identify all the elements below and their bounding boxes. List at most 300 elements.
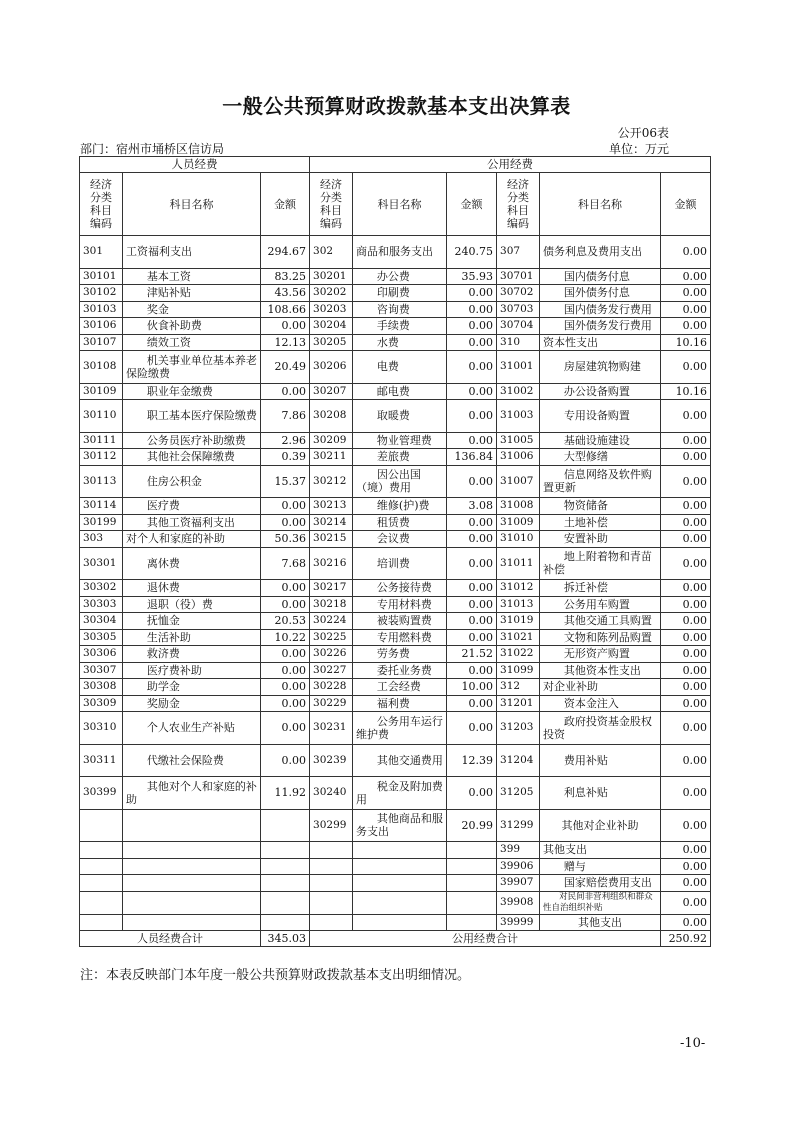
page-number: -10-	[680, 1036, 706, 1051]
table-row	[80, 285, 711, 302]
cell-amount: 11.92	[261, 777, 310, 810]
cell-name: 其他对企业补助	[540, 809, 661, 842]
cell-name: 退职（役）费	[123, 596, 261, 613]
cell-name: 国外债务发行费用	[540, 318, 661, 335]
cell-name: 安置补助	[540, 531, 661, 548]
cell-code: 31005	[497, 432, 540, 449]
cell-name: 代缴社会保险费	[123, 744, 261, 777]
table-row	[80, 334, 711, 351]
cell-amount: 0.00	[261, 679, 310, 696]
cell-amount: 0.00	[261, 596, 310, 613]
cell-amount: 0.00	[661, 531, 711, 548]
cell-amount: 21.52	[447, 646, 497, 663]
cell-name: 福利费	[353, 695, 447, 712]
cell-code: 30704	[497, 318, 540, 335]
cell-amount: 0.00	[447, 695, 497, 712]
cell-name: 绩效工资	[123, 334, 261, 351]
cell-name: 专用燃料费	[353, 629, 447, 646]
cell-name	[353, 914, 447, 931]
cell-amount: 10.22	[261, 629, 310, 646]
cell-amount: 0.00	[261, 318, 310, 335]
table-row	[80, 744, 711, 777]
cell-code: 30229	[310, 695, 353, 712]
cell-name: 其他支出	[540, 914, 661, 931]
cell-name	[123, 891, 261, 914]
cell-code: 30204	[310, 318, 353, 335]
cell-code: 31008	[497, 498, 540, 515]
table-row	[80, 712, 711, 745]
cell-name: 公务接待费	[353, 580, 447, 597]
cell-amount: 0.39	[261, 449, 310, 466]
cell-amount: 0.00	[447, 662, 497, 679]
cell-name: 赠与	[540, 858, 661, 875]
cell-code: 30217	[310, 580, 353, 597]
cell-code: 30309	[80, 695, 123, 712]
table-row	[80, 498, 711, 515]
cell-name: 国内债务发行费用	[540, 301, 661, 318]
cell-amount: 0.00	[447, 351, 497, 384]
cell-code: 31006	[497, 449, 540, 466]
cell-code: 30211	[310, 449, 353, 466]
cell-code	[310, 875, 353, 892]
cell-amount: 0.00	[661, 809, 711, 842]
cell-name: 职业年金缴费	[123, 383, 261, 400]
cell-code: 30109	[80, 383, 123, 400]
cell-amount: 0.00	[661, 432, 711, 449]
cell-amount: 0.00	[261, 662, 310, 679]
cell-name: 会议费	[353, 531, 447, 548]
cell-amount: 10.16	[661, 334, 711, 351]
cell-name	[353, 875, 447, 892]
cell-amount: 0.00	[261, 514, 310, 531]
cell-amount: 0.00	[661, 514, 711, 531]
cell-code: 30110	[80, 400, 123, 433]
cell-amount: 0.00	[447, 301, 497, 318]
cell-name: 助学金	[123, 679, 261, 696]
cell-amount: 0.00	[447, 596, 497, 613]
cell-amount: 0.00	[447, 629, 497, 646]
cell-code: 31007	[497, 465, 540, 498]
expenditure-table	[79, 156, 711, 947]
department-label: 部门：宿州市埇桥区信访局	[80, 142, 225, 156]
cell-code	[80, 809, 123, 842]
cell-code: 31003	[497, 400, 540, 433]
table-row	[80, 351, 711, 384]
cell-amount	[261, 858, 310, 875]
cell-name: 津贴补贴	[123, 285, 261, 302]
cell-code: 30112	[80, 449, 123, 466]
table-row	[80, 629, 711, 646]
cell-name: 取暖费	[353, 400, 447, 433]
cell-code: 312	[497, 679, 540, 696]
cell-code: 30212	[310, 465, 353, 498]
cell-name: 国外债务付息	[540, 285, 661, 302]
cell-code: 30305	[80, 629, 123, 646]
cell-code: 30202	[310, 285, 353, 302]
table-row	[80, 875, 711, 892]
cell-code: 30101	[80, 268, 123, 285]
cell-code: 30701	[497, 268, 540, 285]
public-total-label: 公用经费合计	[310, 931, 661, 947]
cell-code: 30107	[80, 334, 123, 351]
cell-amount	[261, 891, 310, 914]
cell-name: 其他工资福利支出	[123, 514, 261, 531]
cell-name: 其他交通工具购置	[540, 613, 661, 630]
cell-name: 因公出国（境）费用	[353, 465, 447, 498]
table-row	[80, 679, 711, 696]
cell-code: 30216	[310, 547, 353, 580]
table-row	[80, 613, 711, 630]
cell-amount: 0.00	[661, 596, 711, 613]
cell-name: 被装购置费	[353, 613, 447, 630]
cell-amount	[261, 875, 310, 892]
cell-code: 31021	[497, 629, 540, 646]
cell-amount: 0.00	[261, 744, 310, 777]
cell-amount: 12.39	[447, 744, 497, 777]
cell-amount: 0.00	[661, 914, 711, 931]
cell-name: 办公费	[353, 268, 447, 285]
cell-name: 办公设备购置	[540, 383, 661, 400]
table-row	[80, 646, 711, 663]
cell-code: 31009	[497, 514, 540, 531]
cell-code	[310, 891, 353, 914]
cell-amount: 0.00	[661, 301, 711, 318]
cell-amount: 0.00	[661, 351, 711, 384]
cell-name: 印刷费	[353, 285, 447, 302]
cell-name: 救济费	[123, 646, 261, 663]
table-row	[80, 777, 711, 810]
cell-name: 退休费	[123, 580, 261, 597]
group-header-public: 公用经费	[310, 157, 711, 173]
cell-code: 30299	[310, 809, 353, 842]
cell-name: 咨询费	[353, 301, 447, 318]
cell-code: 30199	[80, 514, 123, 531]
personnel-total-label: 人员经费合计	[80, 931, 261, 947]
col-header-amount: 金额	[261, 173, 310, 236]
cell-amount: 0.00	[447, 712, 497, 745]
cell-name: 其他交通费用	[353, 744, 447, 777]
cell-name: 信息网络及软件购置更新	[540, 465, 661, 498]
cell-name: 专用设备购置	[540, 400, 661, 433]
public-total-amount: 250.92	[661, 931, 711, 947]
cell-amount: 0.00	[661, 498, 711, 515]
cell-code: 307	[497, 236, 540, 269]
cell-name: 医疗费	[123, 498, 261, 515]
page-title: 一般公共预算财政拨款基本支出决算表	[222, 94, 571, 118]
cell-code: 30215	[310, 531, 353, 548]
cell-code: 31011	[497, 547, 540, 580]
cell-name: 资本性支出	[540, 334, 661, 351]
cell-amount: 0.00	[661, 236, 711, 269]
cell-code: 30224	[310, 613, 353, 630]
cell-name: 生活补助	[123, 629, 261, 646]
cell-code	[310, 842, 353, 859]
cell-code	[310, 914, 353, 931]
cell-name	[123, 914, 261, 931]
table-row	[80, 596, 711, 613]
cell-name: 工资福利支出	[123, 236, 261, 269]
cell-name: 维修(护)费	[353, 498, 447, 515]
cell-amount: 294.67	[261, 236, 310, 269]
cell-amount	[447, 891, 497, 914]
table-row	[80, 432, 711, 449]
cell-code: 30310	[80, 712, 123, 745]
cell-code: 30209	[310, 432, 353, 449]
cell-code: 30207	[310, 383, 353, 400]
cell-amount	[261, 842, 310, 859]
cell-amount	[261, 914, 310, 931]
cell-name: 资本金注入	[540, 695, 661, 712]
cell-name: 机关事业单位基本养老保险缴费	[123, 351, 261, 384]
table-row	[80, 268, 711, 285]
cell-code: 30226	[310, 646, 353, 663]
cell-code: 30301	[80, 547, 123, 580]
column-header-row	[80, 173, 711, 236]
cell-code: 30218	[310, 596, 353, 613]
cell-code: 30302	[80, 580, 123, 597]
cell-code: 30306	[80, 646, 123, 663]
col-header-name: 科目名称	[353, 173, 447, 236]
cell-code: 301	[80, 236, 123, 269]
table-row	[80, 891, 711, 914]
cell-amount: 20.53	[261, 613, 310, 630]
cell-name: 物业管理费	[353, 432, 447, 449]
cell-name: 债务利息及费用支出	[540, 236, 661, 269]
cell-amount: 0.00	[661, 580, 711, 597]
cell-code: 30239	[310, 744, 353, 777]
cell-amount: 43.56	[261, 285, 310, 302]
cell-code: 39999	[497, 914, 540, 931]
cell-amount: 0.00	[661, 400, 711, 433]
cell-name: 无形资产购置	[540, 646, 661, 663]
cell-amount: 12.13	[261, 334, 310, 351]
cell-code: 31299	[497, 809, 540, 842]
cell-amount: 0.00	[661, 285, 711, 302]
cell-code: 30103	[80, 301, 123, 318]
cell-code: 30205	[310, 334, 353, 351]
cell-amount: 0.00	[661, 268, 711, 285]
cell-amount: 0.00	[661, 695, 711, 712]
cell-amount: 0.00	[661, 629, 711, 646]
cell-amount: 0.00	[661, 465, 711, 498]
cell-code: 30111	[80, 432, 123, 449]
totals-row	[80, 931, 711, 947]
group-header-personnel: 人员经费	[80, 157, 310, 173]
cell-name	[353, 842, 447, 859]
table-row	[80, 580, 711, 597]
cell-code: 30225	[310, 629, 353, 646]
table-row	[80, 858, 711, 875]
cell-amount: 10.16	[661, 383, 711, 400]
cell-amount: 10.00	[447, 679, 497, 696]
cell-amount: 240.75	[447, 236, 497, 269]
cell-amount: 0.00	[261, 498, 310, 515]
cell-code: 31201	[497, 695, 540, 712]
cell-name: 离休费	[123, 547, 261, 580]
unit-label: 单位：万元	[608, 142, 669, 156]
table-row	[80, 383, 711, 400]
cell-name: 劳务费	[353, 646, 447, 663]
cell-amount: 0.00	[661, 646, 711, 663]
cell-amount	[447, 914, 497, 931]
cell-code: 31099	[497, 662, 540, 679]
table-row	[80, 531, 711, 548]
cell-amount: 0.00	[661, 891, 711, 914]
cell-code: 30213	[310, 498, 353, 515]
col-header-name: 科目名称	[540, 173, 661, 236]
cell-name: 文物和陈列品购置	[540, 629, 661, 646]
cell-name: 对企业补助	[540, 679, 661, 696]
cell-amount: 0.00	[661, 744, 711, 777]
cell-name: 国家赔偿费用支出	[540, 875, 661, 892]
cell-code: 39908	[497, 891, 540, 914]
table-row	[80, 465, 711, 498]
table-row	[80, 914, 711, 931]
cell-name: 差旅费	[353, 449, 447, 466]
cell-name: 土地补偿	[540, 514, 661, 531]
cell-name	[353, 891, 447, 914]
cell-name: 公务用车运行维护费	[353, 712, 447, 745]
cell-code: 30399	[80, 777, 123, 810]
cell-name: 其他社会保障缴费	[123, 449, 261, 466]
cell-code: 30227	[310, 662, 353, 679]
cell-code: 30113	[80, 465, 123, 498]
cell-amount: 0.00	[447, 285, 497, 302]
cell-name: 基础设施建设	[540, 432, 661, 449]
cell-amount	[447, 875, 497, 892]
cell-name: 工会经费	[353, 679, 447, 696]
cell-code: 31013	[497, 596, 540, 613]
cell-amount: 0.00	[661, 875, 711, 892]
cell-code: 39906	[497, 858, 540, 875]
cell-code: 30201	[310, 268, 353, 285]
table-row	[80, 236, 711, 269]
table-row	[80, 809, 711, 842]
cell-name: 房屋建筑物购建	[540, 351, 661, 384]
cell-name: 大型修缮	[540, 449, 661, 466]
cell-name: 其他对个人和家庭的补助	[123, 777, 261, 810]
cell-name: 租赁费	[353, 514, 447, 531]
cell-name	[123, 858, 261, 875]
cell-amount: 0.00	[661, 613, 711, 630]
cell-code: 31010	[497, 531, 540, 548]
cell-amount: 50.36	[261, 531, 310, 548]
cell-code: 30114	[80, 498, 123, 515]
cell-name: 伙食补助费	[123, 318, 261, 335]
cell-code	[80, 891, 123, 914]
cell-name: 商品和服务支出	[353, 236, 447, 269]
cell-code: 30108	[80, 351, 123, 384]
cell-amount	[447, 842, 497, 859]
cell-name: 住房公积金	[123, 465, 261, 498]
cell-amount: 0.00	[447, 777, 497, 810]
cell-name: 其他资本性支出	[540, 662, 661, 679]
group-header-row	[80, 157, 711, 173]
cell-name: 手续费	[353, 318, 447, 335]
cell-amount: 0.00	[447, 383, 497, 400]
cell-code: 30102	[80, 285, 123, 302]
cell-amount: 0.00	[447, 432, 497, 449]
personnel-total-amount: 345.03	[261, 931, 310, 947]
cell-code: 30203	[310, 301, 353, 318]
cell-name: 公务用车购置	[540, 596, 661, 613]
cell-amount: 35.93	[447, 268, 497, 285]
cell-code: 31012	[497, 580, 540, 597]
table-row	[80, 400, 711, 433]
cell-name: 培训费	[353, 547, 447, 580]
cell-amount: 0.00	[447, 318, 497, 335]
cell-name: 利息补贴	[540, 777, 661, 810]
cell-amount: 3.08	[447, 498, 497, 515]
cell-amount: 0.00	[661, 858, 711, 875]
col-header-code: 经济 分类 科目 编码	[80, 173, 123, 236]
cell-code	[310, 858, 353, 875]
cell-amount: 0.00	[661, 712, 711, 745]
table-row	[80, 318, 711, 335]
cell-amount: 108.66	[261, 301, 310, 318]
cell-name: 国内债务付息	[540, 268, 661, 285]
cell-code: 39907	[497, 875, 540, 892]
cell-amount	[261, 809, 310, 842]
cell-name: 物资储备	[540, 498, 661, 515]
cell-name	[123, 875, 261, 892]
cell-amount: 0.00	[661, 777, 711, 810]
cell-amount: 20.99	[447, 809, 497, 842]
cell-code: 31022	[497, 646, 540, 663]
cell-name: 奖金	[123, 301, 261, 318]
cell-name: 其他支出	[540, 842, 661, 859]
table-row	[80, 547, 711, 580]
cell-amount: 15.37	[261, 465, 310, 498]
cell-amount: 83.25	[261, 268, 310, 285]
table-row	[80, 301, 711, 318]
cell-name: 电费	[353, 351, 447, 384]
cell-amount: 0.00	[261, 646, 310, 663]
cell-amount: 0.00	[447, 613, 497, 630]
cell-name: 水费	[353, 334, 447, 351]
cell-amount: 20.49	[261, 351, 310, 384]
cell-name	[123, 842, 261, 859]
cell-code: 30240	[310, 777, 353, 810]
cell-code: 310	[497, 334, 540, 351]
cell-name: 专用材料费	[353, 596, 447, 613]
col-header-amount: 金额	[447, 173, 497, 236]
cell-amount: 0.00	[447, 514, 497, 531]
cell-code: 30308	[80, 679, 123, 696]
table-row	[80, 842, 711, 859]
cell-name: 拆迁补偿	[540, 580, 661, 597]
cell-amount: 0.00	[661, 679, 711, 696]
cell-name: 委托业务费	[353, 662, 447, 679]
cell-code: 30702	[497, 285, 540, 302]
cell-name: 奖励金	[123, 695, 261, 712]
cell-code	[80, 875, 123, 892]
form-number: 公开06表	[617, 126, 669, 140]
cell-name: 费用补贴	[540, 744, 661, 777]
cell-name: 税金及附加费用	[353, 777, 447, 810]
cell-amount: 0.00	[447, 531, 497, 548]
cell-amount: 2.96	[261, 432, 310, 449]
cell-amount: 0.00	[447, 400, 497, 433]
cell-code: 31002	[497, 383, 540, 400]
cell-amount: 0.00	[261, 580, 310, 597]
cell-code: 30106	[80, 318, 123, 335]
table-row	[80, 695, 711, 712]
cell-code: 302	[310, 236, 353, 269]
cell-amount: 0.00	[447, 465, 497, 498]
cell-name	[353, 858, 447, 875]
cell-amount: 0.00	[261, 712, 310, 745]
